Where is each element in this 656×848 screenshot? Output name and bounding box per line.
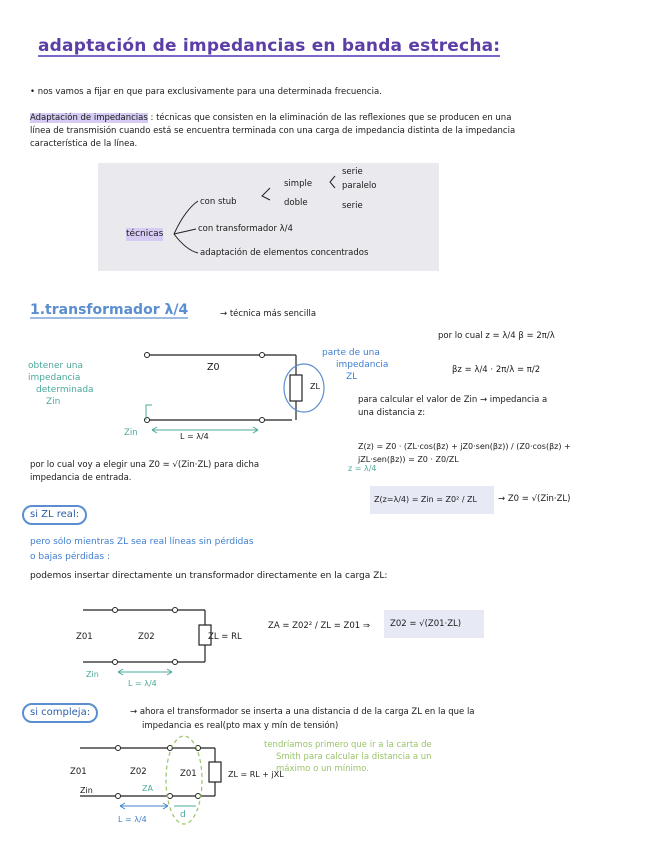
length-arrow-3	[120, 803, 196, 809]
length-label-c: L = λ/4	[118, 815, 147, 824]
si-real-text: podemos insertar directamente un transformador directamente en la carga ZL:	[30, 571, 388, 581]
z0-label: Z0	[207, 362, 220, 373]
section1-title: 1.transformador λ/4	[30, 302, 189, 318]
circuit-1-nodes	[145, 353, 265, 423]
definition-line3: característica de la línea.	[30, 139, 138, 149]
z01-label-c: Z01	[70, 767, 87, 777]
definition-line2: línea de transmisión cuando está se encuentra terminada con una carga de impedancia distinta de la impedancia	[30, 126, 516, 136]
zin-label-2: Zin	[86, 670, 99, 679]
length-label: L = λ/4	[180, 432, 209, 441]
circuit-1	[147, 355, 324, 420]
z02-label: Z02	[138, 632, 155, 642]
zin-label-c: Zin	[80, 786, 93, 795]
definition-line1: : técnicas que consisten en la eliminación de las reflexiones que se producen en una	[150, 113, 512, 123]
si-real-label: si ZL real:	[22, 505, 87, 525]
zl-rl-label: ZL = RL	[208, 632, 242, 642]
length-arrow-1	[146, 405, 258, 433]
por-lo-cual: por lo cual z = λ/4 β = 2π/λ	[438, 331, 555, 341]
z01b-label-c: Z01	[180, 769, 197, 779]
zl-complex-label: ZL = RL + jXL	[228, 770, 284, 779]
technique-serie-1: serie	[342, 167, 363, 177]
technique-doble: doble	[284, 198, 308, 208]
z0-result: → Z0 = √(Zin·ZL)	[498, 494, 571, 504]
si-compleja-text1: → ahora el transformador se inserta a una distancia d de la carga ZL en la que la	[130, 707, 475, 717]
length-label-2: L = λ/4	[128, 679, 157, 688]
z01-label: Z01	[76, 632, 93, 642]
page-title: adaptación de impedancias en banda estrecha:	[38, 36, 501, 56]
z02-result: Z02 = √(Z01·ZL)	[390, 619, 462, 629]
definition-term: Adaptación de impedancias	[30, 113, 148, 123]
za-formula: ZA = Z02² / ZL = Z01 ⇒	[268, 621, 371, 631]
circuit-3-nodes	[116, 746, 201, 799]
length-arrow-2	[118, 669, 172, 675]
circuit-2	[83, 610, 211, 662]
si-compleja-label: si compleja:	[22, 703, 98, 723]
beta-z-formula: βz = λ/4 · 2π/λ = π/2	[452, 365, 541, 375]
smith-note: tendríamos primero que ir a la carta de Smith para calcular la distancia a un máximo o un mínimo.	[264, 740, 432, 774]
technique-serie-2: serie	[342, 201, 363, 211]
za-label-c: ZA	[142, 784, 153, 793]
z02-label-c: Z02	[130, 767, 147, 777]
zz-formula: Z(z) = Z0 · (ZL·cos(βz) + jZ0·sen(βz)) / (Z0·cos(βz) + jZL·sen(βz)) = Z0 · Z0/ZL	[358, 442, 571, 464]
technique-simple: simple	[284, 179, 313, 189]
d-label: d	[180, 810, 186, 820]
technique-paralelo: paralelo	[342, 181, 377, 191]
technique-transformador: con transformador λ/4	[198, 224, 293, 234]
technique-stub: con stub	[200, 197, 237, 207]
z-lambda-label: z = λ/4	[348, 464, 377, 473]
si-compleja-text2: impedancia es real(pto max y mín de tensión)	[142, 721, 339, 731]
techniques-root: técnicas	[126, 229, 164, 239]
zin-label: Zin	[124, 428, 138, 438]
si-real-note1: pero sólo mientras ZL sea real líneas sin pérdidas	[30, 537, 254, 547]
circuit-2-nodes	[113, 608, 178, 665]
si-real-note2: o bajas pérdidas :	[30, 552, 110, 562]
zl-label: ZL	[310, 382, 320, 391]
elegir-z0-note: por lo cual voy a elegir una Z0 = √(Zin·ZL) para dicha impedancia de entrada.	[30, 460, 260, 483]
intro-note: • nos vamos a fijar en que para exclusivamente para una determinada frecuencia.	[30, 87, 382, 97]
para-calcular-note: para calcular el valor de Zin → impedancia a una distancia z:	[358, 395, 548, 418]
section1-subtitle: → técnica más sencilla	[220, 309, 317, 319]
zin-result: Z(z=λ/4) = Zin = Z0² / ZL	[374, 495, 477, 504]
obtain-impedance-note: obtener una impedancia determinada Zin	[28, 361, 94, 407]
technique-tree	[174, 176, 335, 253]
circuit-3	[80, 748, 221, 796]
impedance-part-note: parte de una impedancia ZL	[322, 348, 389, 382]
technique-concentrados: adaptación de elementos concentrados	[200, 248, 369, 258]
